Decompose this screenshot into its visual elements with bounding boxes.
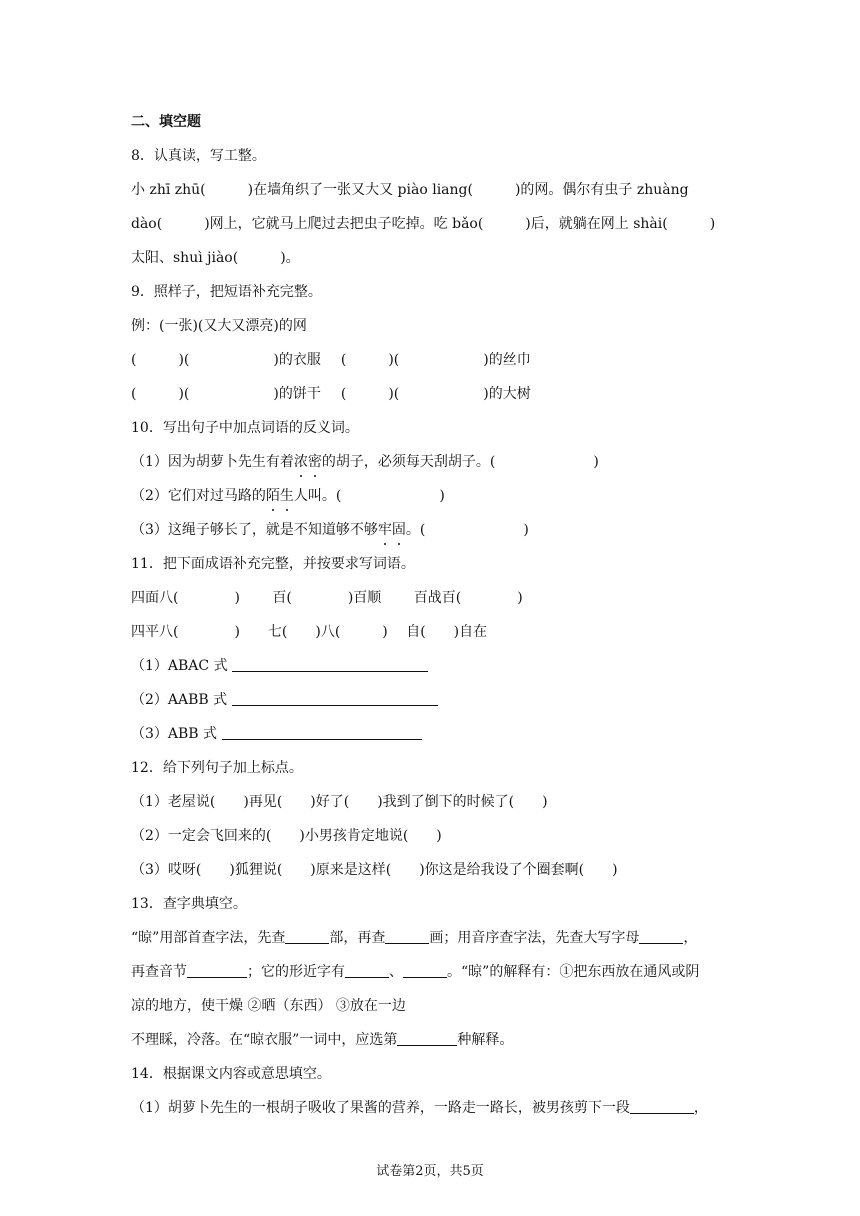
q11-abac bbox=[131, 656, 732, 676]
page-footer: 试卷第2页，共5页 bbox=[376, 1164, 484, 1179]
q13-l2b: ；它的形近字有 bbox=[247, 964, 345, 980]
q13-l4b: 种解释。 bbox=[457, 1032, 514, 1048]
q11-idioms-row-1: 四面八( ) 百( )百顺 百战百( ) bbox=[131, 590, 523, 606]
q14-blank-1[interactable] bbox=[630, 1099, 694, 1114]
q13-l1a: “晾”用部首查字法，先查 bbox=[131, 930, 286, 946]
q13-similar-char-blank-1[interactable] bbox=[345, 963, 389, 978]
q13-l1c: 画；用音序查字法，先查大写字母 bbox=[429, 930, 640, 946]
q13-line-4 bbox=[131, 1030, 732, 1050]
q10-s2-pre: （2）它们对过马路的 bbox=[131, 488, 266, 504]
q11-abac-blank[interactable] bbox=[232, 657, 428, 672]
q13-line-1 bbox=[131, 928, 732, 948]
q9-blank-1b: ( )( )的丝巾 bbox=[340, 352, 531, 368]
q9-title: 9．照样子，把短语补充完整。 bbox=[131, 284, 322, 300]
q9-blank-1a: ( )( )的衣服 bbox=[131, 352, 321, 368]
q12-sentence-3: （3）哎呀( )狐狸说( )原来是这样( )你这是给我设了个圈套啊( ) bbox=[131, 862, 618, 878]
q8-line-1: 小 zhī zhū( )在墙角织了一张又大又 piào liang( )的网。偶尔有虫子 zhuàng bbox=[131, 182, 689, 198]
q13-line-2 bbox=[131, 962, 732, 982]
q11-abac-label: （1）ABAC 式 bbox=[131, 658, 228, 674]
q9-row-2 bbox=[131, 384, 732, 404]
q10-s1-post: 的胡子，必须每天刮胡子。( ) bbox=[321, 454, 599, 470]
q13-l4a: 不理睬，冷落。在“晾衣服”一词中，应选第 bbox=[131, 1032, 398, 1048]
q11-abb-blank[interactable] bbox=[222, 725, 422, 740]
q8-title: 8．认真读，写工整。 bbox=[131, 148, 266, 164]
q11-abb-label: （3）ABB 式 bbox=[131, 726, 218, 742]
q13-line-3: 凉的地方，使干燥 ②晒（东西） ③放在一边 bbox=[131, 998, 406, 1014]
q13-l1d: ， bbox=[683, 930, 698, 946]
q13-syllable-blank[interactable] bbox=[187, 963, 247, 978]
q9-example: 例：(一张)(又大又漂亮)的网 bbox=[131, 318, 307, 334]
q10-s3-dotted-word: 牢固 bbox=[377, 522, 406, 538]
q13-l2c: 、 bbox=[389, 964, 403, 980]
q11-aabb bbox=[131, 690, 732, 710]
q13-l2a: 再查音节 bbox=[131, 964, 187, 980]
q10-s1-pre: （1）因为胡萝卜先生有着 bbox=[131, 454, 294, 470]
q13-title: 13．查字典填空。 bbox=[131, 896, 247, 912]
q14-s1b: ， bbox=[693, 1100, 708, 1116]
q14-sentence-1 bbox=[131, 1098, 732, 1118]
q10-s2-post: 人叫。( ) bbox=[293, 488, 445, 504]
q14-title: 14．根据课文内容或意思填空。 bbox=[131, 1066, 331, 1082]
q10-s2-dotted-word: 陌生 bbox=[265, 488, 294, 504]
q11-abb bbox=[131, 724, 732, 744]
q13-similar-char-blank-2[interactable] bbox=[403, 963, 447, 978]
q10-s1-dotted-word: 浓密 bbox=[293, 454, 322, 470]
q13-radical-blank[interactable] bbox=[285, 929, 329, 944]
q13-strokes-blank[interactable] bbox=[385, 929, 429, 944]
q9-blank-2b: ( )( )的大树 bbox=[340, 386, 531, 402]
q12-sentence-1: （1）老屋说( )再见( )好了( )我到了倒下的时候了( ) bbox=[131, 794, 548, 810]
q12-title: 12．给下列句子加上标点。 bbox=[131, 760, 303, 776]
q13-meaning-blank[interactable] bbox=[397, 1031, 457, 1046]
q13-letter-blank[interactable] bbox=[639, 929, 683, 944]
q11-aabb-label: （2）AABB 式 bbox=[131, 692, 228, 708]
q10-sentence-2 bbox=[131, 486, 732, 506]
q8-line-3: 太阳、shuì jiào( )。 bbox=[131, 250, 300, 266]
q13-l1b: 部，再查 bbox=[329, 930, 386, 946]
q11-aabb-blank[interactable] bbox=[232, 691, 438, 706]
q9-row-1 bbox=[131, 350, 732, 370]
q11-title: 11．把下面成语补充完整，并按要求写词语。 bbox=[131, 556, 415, 572]
q11-idioms-row-2: 四平八( ) 七( )八( ) 自( )自在 bbox=[131, 624, 488, 640]
q13-l2d: 。“晾”的解释有：①把东西放在通风或阴 bbox=[447, 964, 700, 980]
section-title: 二、填空题 bbox=[131, 114, 201, 130]
q10-s3-post: 。( ) bbox=[405, 522, 529, 538]
q8-line-2: dào( )网上，它就马上爬过去把虫子吃掉。吃 bǎo( )后，就躺在网上 shài( ) bbox=[131, 216, 716, 232]
q12-sentence-2: （2）一定会飞回来的( )小男孩肯定地说( ) bbox=[131, 828, 442, 844]
q9-blank-2a: ( )( )的饼干 bbox=[131, 386, 321, 402]
q10-sentence-1 bbox=[131, 452, 732, 472]
q10-s3-pre: （3）这绳子够长了，就是不知道够不够 bbox=[131, 522, 378, 538]
q10-title: 10．写出句子中加点词语的反义词。 bbox=[131, 420, 359, 436]
q14-s1a: （1）胡萝卜先生的一根胡子吸收了果酱的营养，一路走一路长，被男孩剪下一段 bbox=[131, 1100, 630, 1116]
q10-sentence-3 bbox=[131, 520, 732, 540]
